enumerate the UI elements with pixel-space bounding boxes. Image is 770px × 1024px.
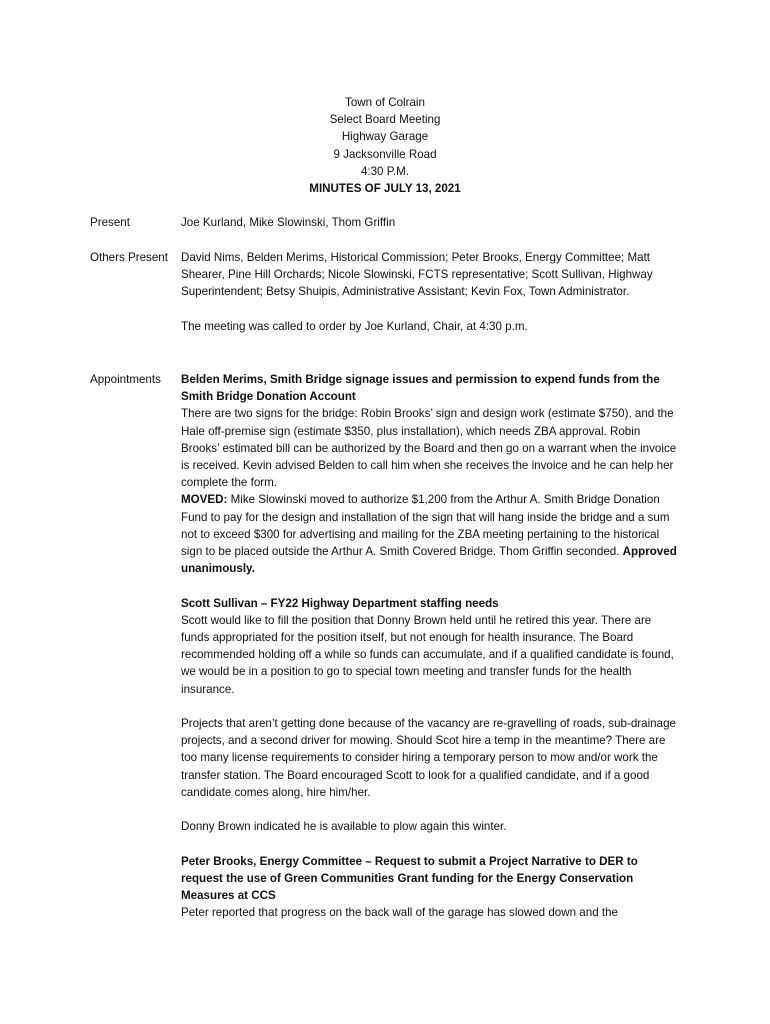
document-title: MINUTES OF JULY 13, 2021: [309, 182, 461, 196]
header-town: Town of Colrain: [345, 96, 425, 109]
moved-label: MOVED:: [181, 493, 228, 507]
moved-text: Mike Slowinski moved to authorize $1,200 from the Arthur A. Smith Bridge Donation Fund to pay for the design and installation of the sign that will hang inside the bridge and a sum not to exceed $300 for advertising and mailing for the ZBA meeting pertaining to the historical sign to be placed outside the Arthur A. Smith Covered Bridge. Thom Griffin seconded.: [181, 493, 670, 559]
header-board: Select Board Meeting: [329, 113, 441, 127]
header-time: 4:30 P.M.: [360, 164, 410, 178]
appointment-2-body-2: Projects that aren’t getting done because of the vacancy are re-gravelling of roads, sub-drainage projects, and a second driver for mowing. Should Scot hire a temp in the meantime? There are too many license requirements to consider hiring a temporary person to mow and/or work the transfer station. The Board encouraged Scott to look for a qualified candidate, and if a good candidate comes along, hire him/her.: [181, 717, 676, 799]
appointment-1-motion: [181, 491, 681, 577]
appointment-2-body-1: Scott would like to fill the position that Donny Brown held until he retired this year. There are funds appropriated for the position itself, but not enough for health insurance. The Board recommended holding off a while so funds can accumulate, and if a qualified candidate is found, we would be in a position to go to special town meeting and transfer funds for the health insurance.: [181, 613, 674, 696]
header-address: 9 Jacksonville Road: [333, 147, 437, 161]
appointment-2-body-3: Donny Brown indicated he is available to plow again this winter.: [181, 820, 507, 834]
others-present-content: [181, 249, 681, 335]
appointment-1-heading: Belden Merims, Smith Bridge signage issues and permission to expend funds from the Smith Bridge Donation Account: [181, 373, 660, 404]
call-to-order-text: The meeting was called to order by Joe Kurland, Chair, at 4:30 p.m.: [181, 319, 528, 333]
others-present-label: Others Present: [90, 251, 168, 264]
others-present-text: David Nims, Belden Merims, Historical Commission; Peter Brooks, Energy Committee; Matt Shearer, Pine Hill Orchards; Nicole Slowinski, FCTS representative; Scott Sullivan, Highway Superintendent; Betsy Shuipis, Administrative Assistant; Kevin Fox, Town Administrator.: [181, 251, 653, 299]
appointments-label: Appointments: [90, 373, 161, 386]
appointment-2-heading: Scott Sullivan – FY22 Highway Department staffing needs: [181, 596, 499, 610]
appointments-content: [181, 371, 681, 921]
appointment-3-heading: Peter Brooks, Energy Committee – Request to submit a Project Narrative to DER to request the use of Green Communities Grant funding for the Energy Conservation Measures at CCS: [181, 854, 638, 903]
document-header: [0, 94, 770, 197]
appointment-1-body: There are two signs for the bridge: Robin Brooks’ sign and design work (estimate $750), and the Hale off-premise sign (estimate $350, plus installation), which needs ZBA approval. Robin Brooks’ estimated bill can be authorized by the Board and then go on a warrant when the invoice is received. Kevin advised Belden to call him when she receives the invoice and he can help her complete the form.: [181, 407, 677, 490]
present-label: Present: [90, 216, 130, 229]
present-text: Joe Kurland, Mike Slowinski, Thom Griffin: [181, 216, 396, 229]
header-location: Highway Garage: [341, 130, 429, 144]
appointment-3-body: Peter reported that progress on the back wall of the garage has slowed down and the: [181, 906, 618, 920]
approved-text: Approved unanimously.: [181, 545, 677, 576]
